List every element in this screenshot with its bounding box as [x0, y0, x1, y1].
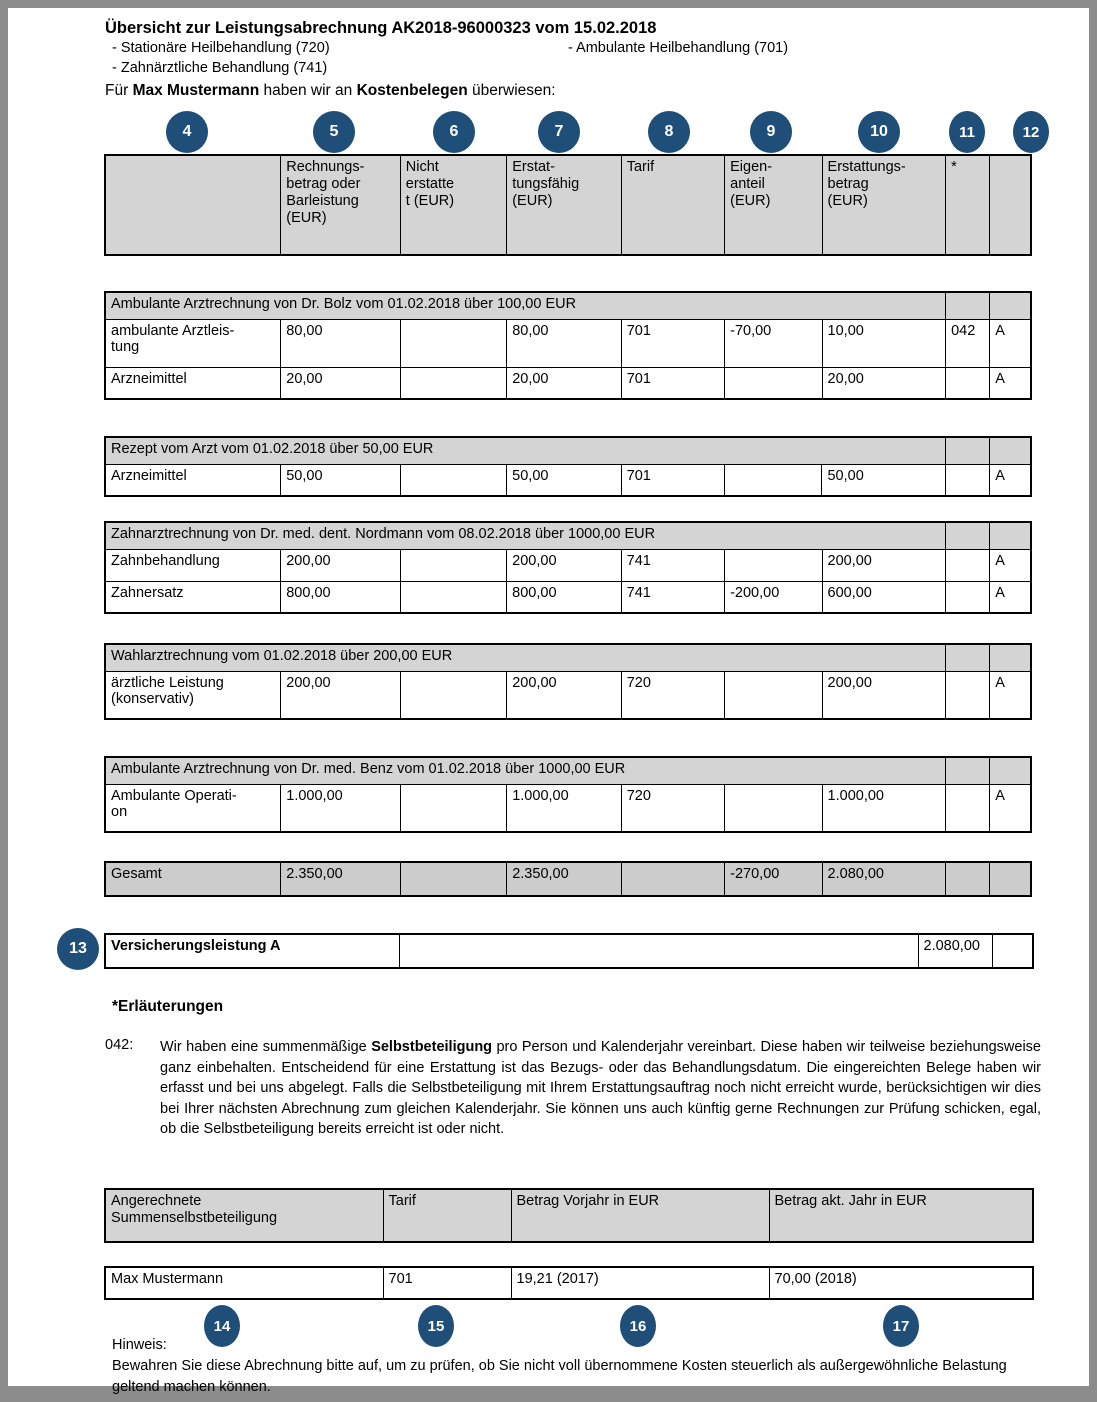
group-title-pad [990, 757, 1031, 784]
deductible-header-table [104, 1188, 1034, 1243]
invoice-group-rezept [104, 436, 1032, 497]
cell-reimbursement: 1.000,00 [822, 784, 946, 832]
cell-not-reimbursed [400, 367, 506, 399]
total-tariff [621, 862, 724, 896]
cell-flag: A [990, 319, 1031, 367]
cell-own-share [725, 784, 822, 832]
cell-flag: A [990, 581, 1031, 613]
total-amount: 2.350,00 [281, 862, 401, 896]
hdr-line: erstatte [405, 176, 455, 193]
callout-badge-10: 10 [858, 111, 900, 153]
group-title: Ambulante Arztrechnung von Dr. Bolz vom 01.02.2018 über 100,00 EUR [105, 292, 946, 319]
row-description [105, 464, 281, 496]
group-title: Rezept vom Arzt vom 01.02.2018 über 50,00 EUR [105, 437, 946, 464]
hdr-line: Erstattungs- [827, 159, 906, 175]
tariff-line-ambulant: - Ambulante Heilbehandlung (701) [568, 40, 789, 56]
col-header-eigenanteil [725, 155, 822, 255]
cell-amount: 200,00 [281, 671, 401, 719]
total-own-share: -270,00 [725, 862, 822, 896]
hdr-line: tungsfähig [512, 176, 580, 193]
hdr-line: Tarif [626, 159, 655, 175]
group-title-row [105, 757, 1031, 784]
cell-not-reimbursed [400, 464, 506, 496]
cell-reimbursable: 200,00 [507, 671, 621, 719]
group-title-pad [946, 437, 990, 464]
cell-amount: 50,00 [281, 464, 401, 496]
cell-flag: A [990, 549, 1031, 581]
group-title-pad [990, 644, 1031, 671]
row-description [105, 581, 281, 613]
cell-reimbursable: 80,00 [507, 319, 621, 367]
row-label-line: Zahnbehandlung [111, 552, 220, 569]
hdr-line: betrag [827, 176, 869, 193]
group-title-row [105, 292, 1031, 319]
intro-sentence [105, 82, 556, 100]
cell-own-share: -200,00 [725, 581, 822, 613]
cell-note-code: 042 [946, 319, 990, 367]
cell-note-code [946, 464, 990, 496]
table-row [105, 784, 1031, 832]
cell-reimbursement: 600,00 [822, 581, 946, 613]
group-title-pad [990, 292, 1031, 319]
cell-note-code [946, 784, 990, 832]
cell-reimbursement: 10,00 [822, 319, 946, 367]
col-header-tarif [621, 155, 724, 255]
invoice-group-nordmann [104, 521, 1032, 614]
cell-own-share [725, 671, 822, 719]
cell-reimbursement: 200,00 [822, 671, 946, 719]
total-not-reimbursed [400, 862, 506, 896]
cell-tariff: 701 [621, 367, 724, 399]
cell-own-share [725, 367, 822, 399]
total-flag [990, 862, 1031, 896]
col-header-erstattungsbetrag [822, 155, 946, 255]
cell-reimbursable: 50,00 [507, 464, 621, 496]
cell-reimbursable: 200,00 [507, 549, 621, 581]
invoice-group-wahlarzt [104, 643, 1032, 720]
cell-amount: 800,00 [281, 581, 401, 613]
group-title-pad [946, 522, 990, 549]
group-title-pad [946, 644, 990, 671]
row-label-line: on [111, 803, 128, 820]
callout-badge-13: 13 [57, 928, 99, 970]
explanation-keyword: Selbstbeteiligung [371, 1039, 493, 1055]
row-label-line: Arzneimittel [111, 467, 187, 484]
cell-tariff: 720 [621, 784, 724, 832]
hdr-line: Erstat- [512, 159, 555, 175]
deductible-col-tariff: Tarif [383, 1189, 511, 1242]
cell-amount: 200,00 [281, 549, 401, 581]
explanation-text-part2: pro Person und Kalenderjahr vereinbart. Diese haben wir teilweise beziehungsweise ganz einbehalten. Entscheidend für eine Erstattung ist das Bezugs- oder das Behandlungsdatum. Die eingereichten Belege haben wir erfasst und bei uns abgelegt. Falls die Selbstbeteiligung mit Ihrem Erstattungsauftrag noch nicht erreicht wurde, berücksichtigen wir dies bei Ihrer nächsten Abrechnung zum gleichen Kalenderjahr. Sie können uns auch künftig gerne Rechnungen zur Prüfung schicken, egal, ob die Selbstbeteiligung bereits erreicht ist oder nicht. [160, 1039, 1041, 1138]
intro-middle: haben wir an [259, 82, 357, 99]
explanation-code: 042: [105, 1037, 134, 1053]
total-row [105, 862, 1031, 896]
cell-tariff: 701 [621, 319, 724, 367]
cell-tariff: 741 [621, 581, 724, 613]
insurance-benefit-label: Versicherungsleistung A [105, 934, 399, 968]
document-page [8, 8, 1089, 1395]
cell-note-code [946, 549, 990, 581]
table-row [105, 549, 1031, 581]
row-description [105, 784, 281, 832]
table-row [105, 581, 1031, 613]
cell-not-reimbursed [400, 671, 506, 719]
total-table [104, 861, 1032, 897]
callout-badge-16: 16 [620, 1305, 656, 1347]
callout-badge-6: 6 [433, 111, 475, 153]
page-title: Übersicht zur Leistungsabrechnung AK2018-96000323 vom 15.02.2018 [105, 19, 657, 37]
intro-keyword: Kostenbelegen [356, 82, 468, 99]
insurance-benefit-spacer [399, 934, 918, 968]
intro-prefix: Für [105, 82, 133, 99]
hdr-line: Angerechnete [111, 1193, 202, 1209]
row-label-line: ambulante Arztleis- [111, 322, 235, 339]
row-description [105, 549, 281, 581]
group-title-row [105, 437, 1031, 464]
group-title: Wahlarztrechnung vom 01.02.2018 über 200,00 EUR [105, 644, 946, 671]
hinweis-text: Bewahren Sie diese Abrechnung bitte auf, um zu prüfen, ob Sie nicht voll übernommene Kosten steuerlich als außergewöhnliche Belastung geltend machen können. [112, 1358, 1007, 1395]
row-label-line: ärztliche Leistung [111, 674, 224, 691]
row-label-line: (konservativ) [111, 690, 194, 707]
insurance-benefit-amount: 2.080,00 [918, 934, 992, 968]
cell-reimbursable: 1.000,00 [507, 784, 621, 832]
insurance-benefit-row [105, 934, 1033, 968]
cell-flag: A [990, 671, 1031, 719]
hdr-line: t (EUR) [405, 193, 455, 210]
callout-badge-4: 4 [166, 111, 208, 153]
table-row [105, 319, 1031, 367]
col-header-description [105, 155, 281, 255]
cell-flag: A [990, 367, 1031, 399]
cell-tariff: 741 [621, 549, 724, 581]
col-header-asterisk [946, 155, 990, 255]
cell-own-share: -70,00 [725, 319, 822, 367]
cell-note-code [946, 367, 990, 399]
cell-own-share [725, 464, 822, 496]
cell-own-share [725, 549, 822, 581]
cell-tariff: 701 [621, 464, 724, 496]
cell-tariff: 720 [621, 671, 724, 719]
table-row [105, 1267, 1033, 1299]
callout-badge-15: 15 [418, 1305, 454, 1347]
group-title-pad [946, 292, 990, 319]
col-header-rechnungsbetrag [281, 155, 401, 255]
group-title-row [105, 644, 1031, 671]
callout-badge-5: 5 [313, 111, 355, 153]
row-description [105, 671, 281, 719]
total-label: Gesamt [105, 862, 281, 896]
cell-reimbursement: 20,00 [822, 367, 946, 399]
group-title: Zahnarztrechnung von Dr. med. dent. Nordmann vom 08.02.2018 über 1000,00 EUR [105, 522, 946, 549]
hdr-line: anteil [730, 176, 765, 193]
hdr-line: Nicht [405, 159, 439, 175]
cell-amount: 20,00 [281, 367, 401, 399]
row-description [105, 319, 281, 367]
hdr-line: Summenselbstbeteiligung [111, 1210, 278, 1227]
hdr-line: (EUR) [730, 193, 771, 210]
cell-flag: A [990, 784, 1031, 832]
table-row [105, 464, 1031, 496]
insured-person-name: Max Mustermann [132, 82, 260, 99]
total-reimbursable: 2.350,00 [507, 862, 621, 896]
callout-badge-9: 9 [750, 111, 792, 153]
hdr-line: (EUR) [827, 193, 868, 210]
hdr-line: Barleistung [286, 193, 359, 210]
hinweis-label: Hinweis: [112, 1337, 167, 1353]
callout-badge-7: 7 [538, 111, 580, 153]
group-title-pad [990, 522, 1031, 549]
deductible-body-table [104, 1266, 1034, 1300]
hdr-line: Rechnungs- [286, 159, 365, 175]
insurance-benefit-trailing [992, 934, 1033, 968]
callout-badge-17: 17 [883, 1305, 919, 1347]
callout-badge-8: 8 [648, 111, 690, 153]
group-title-pad [990, 437, 1031, 464]
explanation-text-part1: Wir haben eine summenmäßige [160, 1039, 372, 1055]
row-label-line: Arzneimittel [111, 370, 187, 387]
table-row [105, 671, 1031, 719]
table-header-row [105, 155, 1031, 255]
deductible-header-row [105, 1189, 1033, 1242]
deductible-cell-name: Max Mustermann [105, 1267, 383, 1299]
explanation-text [160, 1037, 1041, 1140]
cell-note-code [946, 581, 990, 613]
cell-not-reimbursed [400, 581, 506, 613]
hdr-line: betrag oder [286, 176, 361, 193]
cell-amount: 1.000,00 [281, 784, 401, 832]
deductible-cell-prev-year: 19,21 (2017) [511, 1267, 769, 1299]
cell-not-reimbursed [400, 784, 506, 832]
group-title-row [105, 522, 1031, 549]
col-header-flag [990, 155, 1031, 255]
row-label-line: tung [111, 338, 140, 355]
invoice-group-bolz [104, 291, 1032, 400]
col-header-erstattungsfaehig [507, 155, 621, 255]
cell-reimbursable: 20,00 [507, 367, 621, 399]
intro-suffix: überwiesen: [467, 82, 556, 99]
table-row [105, 367, 1031, 399]
hdr-line: Eigen- [730, 159, 773, 175]
cell-amount: 80,00 [281, 319, 401, 367]
callout-badge-12: 12 [1013, 111, 1049, 153]
group-title: Ambulante Arztrechnung von Dr. med. Benz vom 01.02.2018 über 1000,00 EUR [105, 757, 946, 784]
cell-reimbursement: 50,00 [822, 464, 946, 496]
callout-badge-11: 11 [949, 111, 985, 153]
cell-not-reimbursed [400, 319, 506, 367]
deductible-col-current-year: Betrag akt. Jahr in EUR [769, 1189, 1033, 1242]
callout-badge-14: 14 [204, 1305, 240, 1347]
col-header-nicht-erstattet [400, 155, 506, 255]
row-label-line: Ambulante Operati- [111, 787, 237, 804]
total-reimbursement: 2.080,00 [822, 862, 946, 896]
hdr-line: (EUR) [512, 193, 553, 210]
cell-reimbursable: 800,00 [507, 581, 621, 613]
total-note-code [946, 862, 990, 896]
deductible-col-name [105, 1189, 383, 1242]
cell-reimbursement: 200,00 [822, 549, 946, 581]
cell-flag: A [990, 464, 1031, 496]
hdr-line: (EUR) [286, 210, 327, 227]
deductible-cell-current-year: 70,00 (2018) [769, 1267, 1033, 1299]
main-table-header [104, 154, 1032, 256]
group-title-pad [946, 757, 990, 784]
row-description [105, 367, 281, 399]
invoice-group-benz [104, 756, 1032, 833]
deductible-cell-tariff: 701 [383, 1267, 511, 1299]
explanations-heading: *Erläuterungen [112, 998, 224, 1015]
insurance-benefit-table [104, 933, 1034, 969]
tariff-line-stationaer: - Stationäre Heilbehandlung (720) [112, 40, 330, 56]
deductible-col-prev-year: Betrag Vorjahr in EUR [511, 1189, 769, 1242]
tariff-line-zahn: - Zahnärztliche Behandlung (741) [112, 60, 328, 76]
hdr-line: * [951, 159, 957, 175]
cell-note-code [946, 671, 990, 719]
cell-not-reimbursed [400, 549, 506, 581]
row-label-line: Zahnersatz [111, 584, 184, 601]
